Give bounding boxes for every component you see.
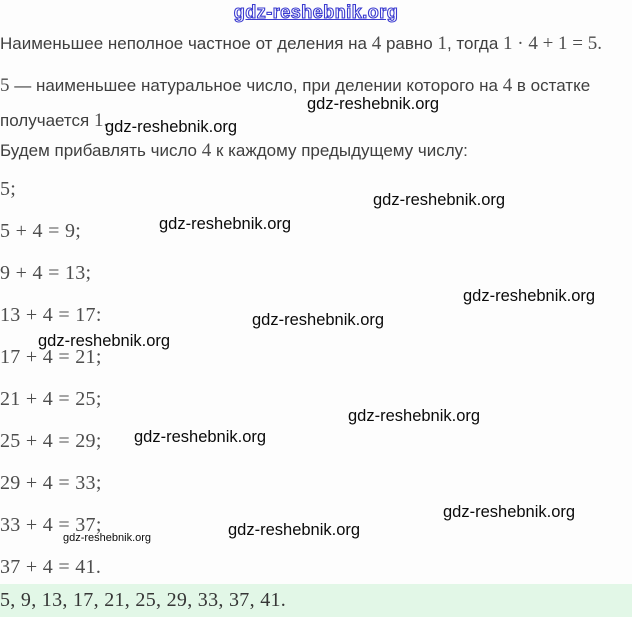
math-inline: 1 · 4 + 1 = 5. [503, 33, 603, 54]
equation-line: 5; [0, 177, 17, 200]
watermark-text-small: gdz-reshebnik.org [63, 532, 152, 544]
paragraph-text: в остатке получается [0, 76, 591, 130]
math-inline: 5 [0, 75, 10, 96]
answer-highlight [0, 584, 632, 617]
equation-line: 33 + 4 = 37; [0, 513, 102, 536]
paragraph-text: к каждому предыдущему числу: [211, 141, 468, 160]
math-inline: 1 [437, 33, 447, 54]
solution-paragraph-3 [0, 140, 632, 162]
watermark-text: gdz-reshebnik.org [252, 311, 385, 329]
watermark-text: gdz-reshebnik.org [105, 118, 238, 136]
paragraph-text: равно [381, 34, 438, 53]
equation-list [0, 168, 102, 588]
watermark-text: gdz-reshebnik.org [159, 215, 292, 233]
math-inline: 4 [502, 75, 513, 96]
equation-line: 21 + 4 = 25; [0, 387, 102, 410]
watermark-text: gdz-reshebnik.org [134, 428, 267, 446]
math-inline: 1. [93, 110, 109, 131]
solution-paragraph-1 [0, 33, 632, 55]
paragraph-text: Наименьшее неполное частное от деления на [0, 34, 372, 53]
equation-line: 5 + 4 = 9; [0, 219, 82, 242]
equation-line: 9 + 4 = 13; [0, 261, 92, 284]
equation-line: 25 + 4 = 29; [0, 429, 102, 452]
equation-line: 37 + 4 = 41. [0, 555, 102, 578]
equation-line: 17 + 4 = 21; [0, 345, 102, 368]
watermark-text: gdz-reshebnik.org [463, 287, 596, 305]
math-inline: 4 [371, 33, 382, 54]
watermark-text: gdz-reshebnik.org [307, 95, 440, 113]
watermark-text: gdz-reshebnik.org [38, 332, 171, 350]
paragraph-text: Будем прибавлять число [0, 141, 202, 160]
paragraph-text: , тогда [446, 34, 503, 53]
watermark-text: gdz-reshebnik.org [228, 521, 361, 539]
math-inline: 4 [201, 140, 212, 161]
site-watermark-link[interactable]: gdz-reshebnik.org [233, 2, 399, 22]
answer-sequence: 5, 9, 13, 17, 21, 25, 29, 33, 37, 41. [0, 589, 287, 611]
equation-line: 13 + 4 = 17: [0, 303, 102, 326]
watermark-text: gdz-reshebnik.org [373, 191, 506, 209]
paragraph-text: — наименьшее натуральное число, при делении которого на [9, 76, 503, 95]
watermark-text: gdz-reshebnik.org [348, 407, 481, 425]
equation-line: 29 + 4 = 33; [0, 471, 102, 494]
watermark-text: gdz-reshebnik.org [443, 503, 576, 521]
